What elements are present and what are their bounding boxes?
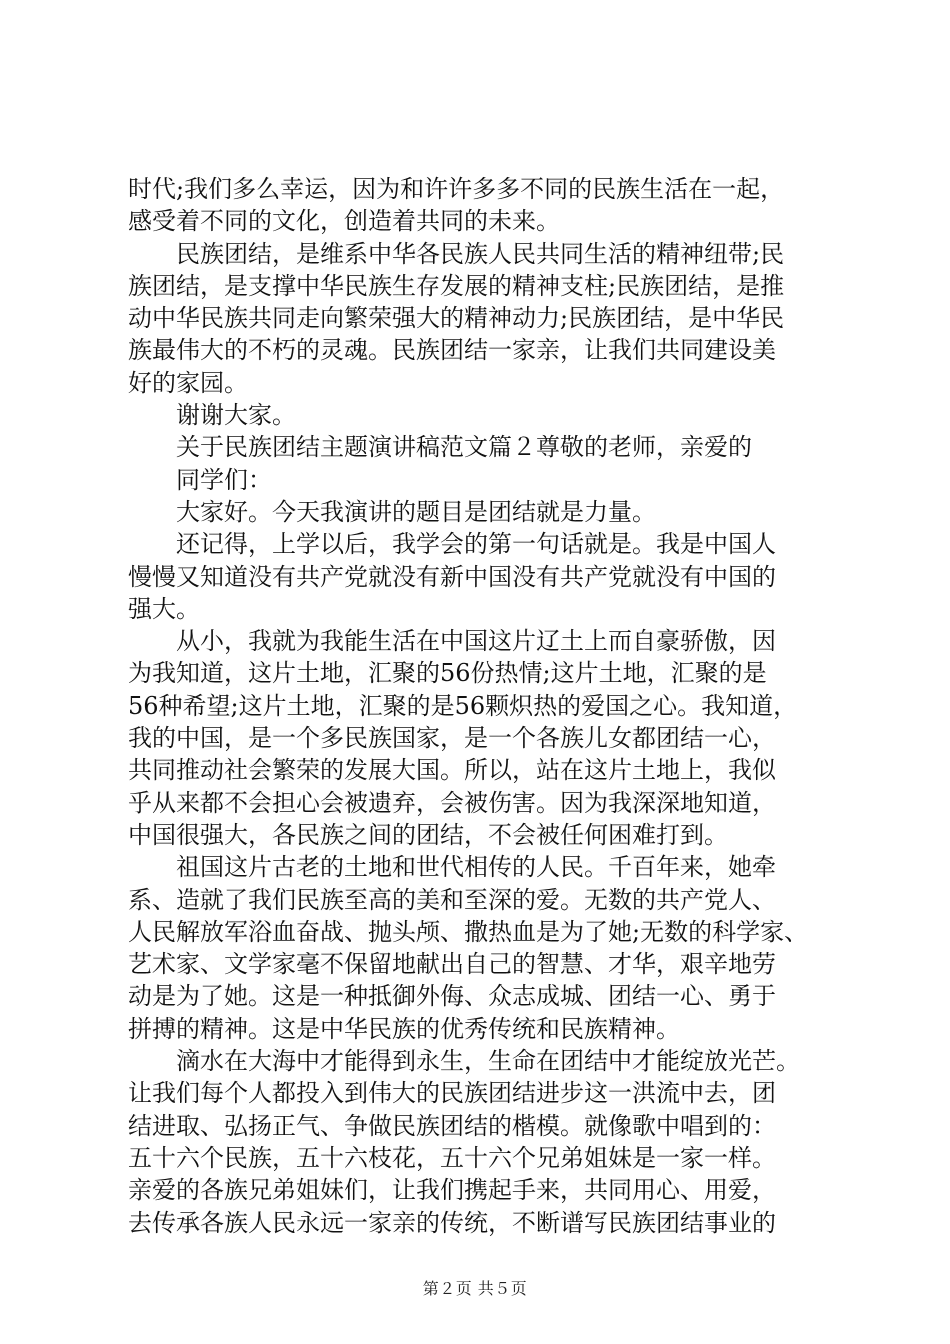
text-line: 亲爱的各族兄弟姐妹们，让我们携起手来，共同用心、用爱， xyxy=(128,1176,776,1205)
text-line: 艺术家、文学家毫不保留地献出自己的智慧、才华，艰辛地劳 xyxy=(128,950,776,979)
text-line: 去传承各族人民永远一家亲的传统，不断谱写民族团结事业的 xyxy=(128,1208,776,1237)
text-line: 族团结，是支撑中华民族生存发展的精神支柱;民族团结，是推 xyxy=(128,271,785,300)
text-line: 族最伟大的不朽的灵魂。民族团结一家亲，让我们共同建设美 xyxy=(128,336,776,365)
text-line: 感受着不同的文化，创造着共同的未来。 xyxy=(128,207,560,236)
text-line: 拼搏的精神。这是中华民族的优秀传统和民族精神。 xyxy=(128,1014,680,1043)
page-number-footer: 第２页 共５页 xyxy=(422,1279,528,1298)
text-line: 慢慢又知道没有共产党就没有新中国没有共产党就没有中国的 xyxy=(128,562,776,591)
document-body xyxy=(128,173,828,1239)
text-line: 56种希望;这片土地，汇聚的是56颗炽热的爱国之心。我知道， xyxy=(128,691,798,720)
text-line: 滴水在大海中才能得到永生，生命在团结中才能绽放光芒。 xyxy=(128,1047,800,1076)
text-line: 强大。 xyxy=(128,594,200,623)
text-line: 祖国这片古老的土地和世代相传的人民。千百年来，她牵 xyxy=(128,853,776,882)
text-line: 中国很强大，各民族之间的团结，不会被任何困难打到。 xyxy=(128,820,728,849)
text-line: 五十六个民族，五十六枝花，五十六个兄弟姐妹是一家一样。 xyxy=(128,1143,776,1172)
text-line: 共同推动社会繁荣的发展大国。所以，站在这片土地上，我似 xyxy=(128,756,776,785)
text-line: 我的中国，是一个多民族国家，是一个各族儿女都团结一心， xyxy=(128,724,776,753)
text-line: 还记得，上学以后，我学会的第一句话就是。我是中国人 xyxy=(128,530,776,559)
text-line: 系、造就了我们民族至高的美和至深的爱。无数的共产党人、 xyxy=(128,885,776,914)
text-line: 让我们每个人都投入到伟大的民族团结进步这一洪流中去，团 xyxy=(128,1079,776,1108)
text-line: 结进取、弘扬正气、争做民族团结的楷模。就像歌中唱到的： xyxy=(128,1111,776,1140)
text-line: 为我知道，这片土地，汇聚的56份热情;这片土地，汇聚的是 xyxy=(128,659,767,688)
text-line: 乎从来都不会担心会被遗弃，会被伤害。因为我深深地知道， xyxy=(128,788,776,817)
text-line: 好的家园。 xyxy=(128,368,248,397)
text-line: 从小，我就为我能生活在中国这片辽土上而自豪骄傲，因 xyxy=(128,627,776,656)
text-line: 民族团结，是维系中华各民族人民共同生活的精神纽带;民 xyxy=(128,239,785,268)
text-line: 人民解放军浴血奋战、抛头颅、撒热血是为了她;无数的科学家、 xyxy=(128,917,809,946)
text-line: 同学们： xyxy=(128,465,272,494)
text-line: 时代;我们多么幸运，因为和许许多多不同的民族生活在一起， xyxy=(128,175,785,203)
text-line: 大家好。今天我演讲的题目是团结就是力量。 xyxy=(128,497,656,526)
text-line: 谢谢大家。 xyxy=(128,401,296,430)
text-line: 动中华民族共同走向繁荣强大的精神动力;民族团结，是中华民 xyxy=(128,304,785,333)
text-line: 关于民族团结主题演讲稿范文篇２尊敬的老师，亲爱的 xyxy=(128,433,752,462)
text-line: 动是为了她。这是一种抵御外侮、众志成城、团结一心、勇于 xyxy=(128,982,776,1011)
